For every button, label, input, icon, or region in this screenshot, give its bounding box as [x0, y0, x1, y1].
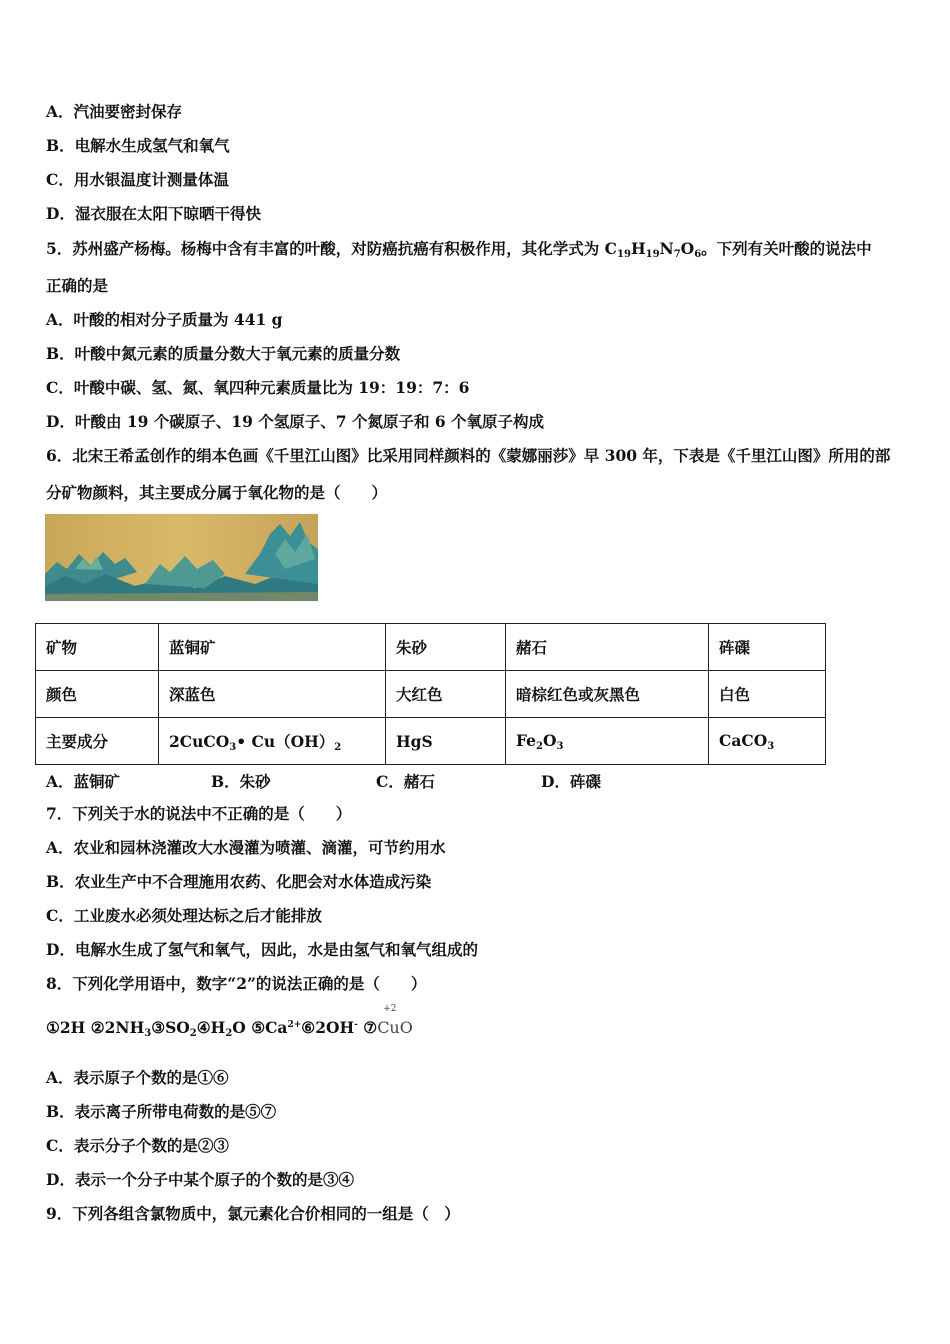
- table-cell: 暗棕红色或灰黑色: [506, 671, 709, 718]
- q6-choice-a: A．蓝铜矿: [46, 772, 121, 791]
- table-row: [36, 718, 826, 765]
- table-cell: HgS: [386, 718, 506, 765]
- q4-option-a: A．汽油要密封保存: [46, 102, 183, 121]
- q8-formula-list: ①2H $②2NH_3③SO_2④H_2O$ $⑤Ca^{2+}⑥2OH^-$ ⑦ +2 CuO: [46, 1004, 413, 1039]
- q6-stem-line2: 分矿物颜料，其主要成分属于氧化物的是（ ）: [46, 483, 388, 502]
- table-cell: 2CuCO$_3$• $Cu(OH)_2$: [159, 718, 386, 765]
- q8-option-a: A．表示原子个数的是①⑥: [46, 1068, 229, 1087]
- table-cell: 颜色: [36, 671, 159, 718]
- table-cell: 深蓝色: [159, 671, 386, 718]
- table-cell: 朱砂: [386, 624, 506, 671]
- q5-stem: 5．苏州盛产杨梅。杨梅中含有丰富的叶酸，对防癌抗癌有积极作用，其化学式为 $C_{19}H_{19}N_7O_6$。下列有关叶酸的说法中: [46, 239, 872, 260]
- q5-option-d: D．叶酸由 19 个碳原子、19 个氢原子、7 个氮原子和 6 个氧原子构成: [46, 412, 545, 431]
- q6-stem-line1: 6．北宋王希孟创作的绢本色画《千里江山图》比采用同样颜料的《蒙娜丽莎》早 300 年，下表是《千里江山图》所用的部: [46, 446, 891, 465]
- q5-option-c: C．叶酸中碳、氢、氮、氧四种元素质量比为 19：19：7：6: [46, 378, 470, 397]
- q6-choices: [46, 770, 601, 792]
- q5-option-a: A．叶酸的相对分子质量为 441 g: [46, 310, 283, 329]
- table-cell: 矿物: [36, 624, 159, 671]
- q9-stem: 9．下列各组含氯物质中，氯元素化合价相同的一组是（ ）: [46, 1204, 460, 1223]
- table-cell: CaCO$_3$: [709, 718, 826, 765]
- table-cell: 赭石: [506, 624, 709, 671]
- table-cell: $Fe_2O_3$: [506, 718, 709, 765]
- q8-stem: 8．下列化学用语中，数字“2”的说法正确的是（ ）: [46, 974, 427, 993]
- q8-option-b: B．表示离子所带电荷数的是⑤⑦: [46, 1102, 277, 1121]
- q8-option-c: C．表示分子个数的是②③: [46, 1136, 229, 1155]
- mineral-pigment-table: [35, 623, 826, 765]
- table-cell: 主要成分: [36, 718, 159, 765]
- q4-option-c: C．用水银温度计测量体温: [46, 170, 229, 189]
- q5-option-b: B．叶酸中氮元素的质量分数大于氧元素的质量分数: [46, 344, 401, 363]
- table-cell: 蓝铜矿: [159, 624, 386, 671]
- q7-option-d: D．电解水生成了氢气和氧气，因此，水是由氢气和氧气组成的: [46, 940, 478, 959]
- table-row: [36, 671, 826, 718]
- table-cell: 大红色: [386, 671, 506, 718]
- table-row: [36, 624, 826, 671]
- table-cell: 白色: [709, 671, 826, 718]
- q6-choice-b: B．朱砂: [211, 772, 271, 791]
- q7-stem: 7．下列关于水的说法中不正确的是（ ）: [46, 804, 352, 823]
- q6-choice-c: C．赭石: [376, 772, 435, 791]
- landscape-painting-image: [45, 514, 318, 601]
- q7-option-a: A．农业和园林浇灌改大水漫灌为喷灌、滴灌，可节约用水: [46, 838, 446, 857]
- q6-choice-d: D．砗磲: [541, 772, 601, 791]
- q4-option-b: B．电解水生成氢气和氧气: [46, 136, 230, 155]
- q7-option-c: C．工业废水必须处理达标之后才能排放: [46, 906, 322, 925]
- q8-option-d: D．表示一个分子中某个原子的个数的是③④: [46, 1170, 354, 1189]
- q5-stem-line2: 正确的是: [46, 276, 109, 295]
- q4-option-d: D．湿衣服在太阳下晾晒干得快: [46, 204, 261, 223]
- q7-option-b: B．农业生产中不合理施用农药、化肥会对水体造成污染: [46, 872, 432, 891]
- landscape-painting-drawing: [45, 514, 318, 601]
- table-cell: 砗磲: [709, 624, 826, 671]
- cuo-valence-formula: +2 CuO: [377, 1004, 413, 1037]
